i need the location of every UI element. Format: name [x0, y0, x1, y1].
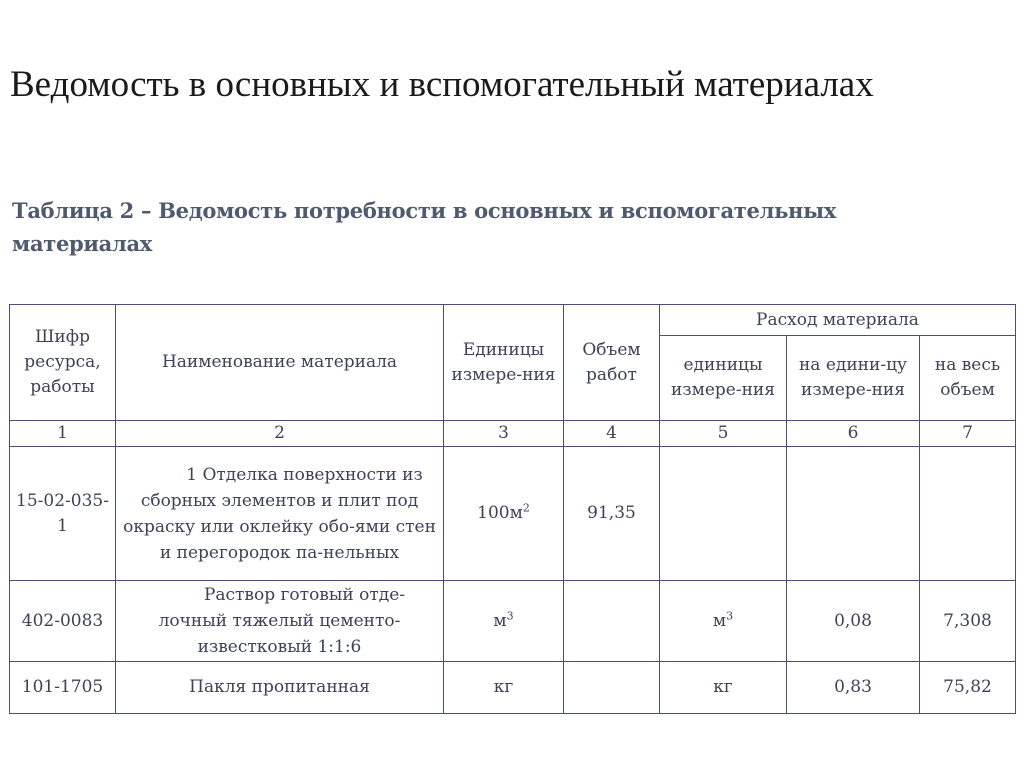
unit-superscript: 3	[726, 608, 734, 622]
header-per-unit: на едини-цу измере-ния	[787, 336, 920, 421]
cell-unit	[444, 662, 564, 714]
cell-name: Пакля пропитанная	[116, 662, 444, 714]
unit-superscript: 2	[522, 501, 530, 515]
unit-text: м	[493, 610, 507, 631]
cell-per-unit	[787, 447, 920, 581]
cell-cons-unit	[660, 581, 787, 662]
table-row	[10, 447, 1016, 581]
cell-total	[920, 447, 1016, 581]
cell-cons-unit	[660, 662, 787, 714]
table-row	[10, 581, 1016, 662]
column-number: 3	[444, 421, 564, 447]
cell-name	[116, 447, 444, 581]
header-name: Наименование материала	[116, 305, 444, 421]
unit-superscript: 3	[506, 608, 514, 622]
cell-volume	[564, 581, 660, 662]
column-number: 7	[920, 421, 1016, 447]
cell-cons-unit	[660, 447, 787, 581]
unit-text: м	[712, 610, 727, 631]
cell-unit	[444, 447, 564, 581]
header-unit: Единицы измере-ния	[444, 305, 564, 421]
cell-per-unit: 0,08	[787, 581, 920, 662]
cell-code: 101-1705	[10, 662, 116, 714]
header-cons-unit: единицы измере-ния	[660, 336, 787, 421]
cell-code: 402-0083	[10, 581, 116, 662]
column-number: 2	[116, 421, 444, 447]
header-volume: Объем работ	[564, 305, 660, 421]
column-number: 4	[564, 421, 660, 447]
cell-name-text: Раствор готовый отде-лочный тяжелый цементо-известковый 1:1:6	[158, 585, 406, 657]
column-number: 1	[10, 421, 116, 447]
unit-text: 100м	[477, 503, 523, 523]
cell-code: 15-02-035-1	[10, 447, 116, 581]
table-row	[10, 662, 1016, 714]
cell-total: 75,82	[920, 662, 1016, 714]
cell-name	[116, 581, 444, 662]
cell-volume	[564, 662, 660, 714]
cell-total: 7,308	[920, 581, 1016, 662]
column-number: 6	[787, 421, 920, 447]
column-number-row	[10, 421, 1016, 447]
cell-volume: 91,35	[564, 447, 660, 581]
cell-per-unit: 0,83	[787, 662, 920, 714]
unit-text: кг	[493, 677, 514, 697]
header-total: на весь объем	[920, 336, 1016, 421]
header-consumption-group: Расход материала	[660, 305, 1016, 336]
header-code: Шифр ресурса, работы	[10, 305, 116, 421]
header-row	[10, 305, 1016, 336]
materials-table	[9, 304, 1016, 714]
unit-text: кг	[713, 677, 733, 697]
slide-title: Ведомость в основных и вспомогательный материалах	[10, 64, 874, 105]
cell-name-text: 1 Отделка поверхности из сборных элементов и плит под окраску или оклейку обо-ями стен и перегородок па-нельных	[123, 464, 436, 563]
table-caption: Таблица 2 – Ведомость потребности в основных и вспомогательных материалах	[12, 198, 837, 256]
column-number: 5	[660, 421, 787, 447]
cell-unit	[444, 581, 564, 662]
